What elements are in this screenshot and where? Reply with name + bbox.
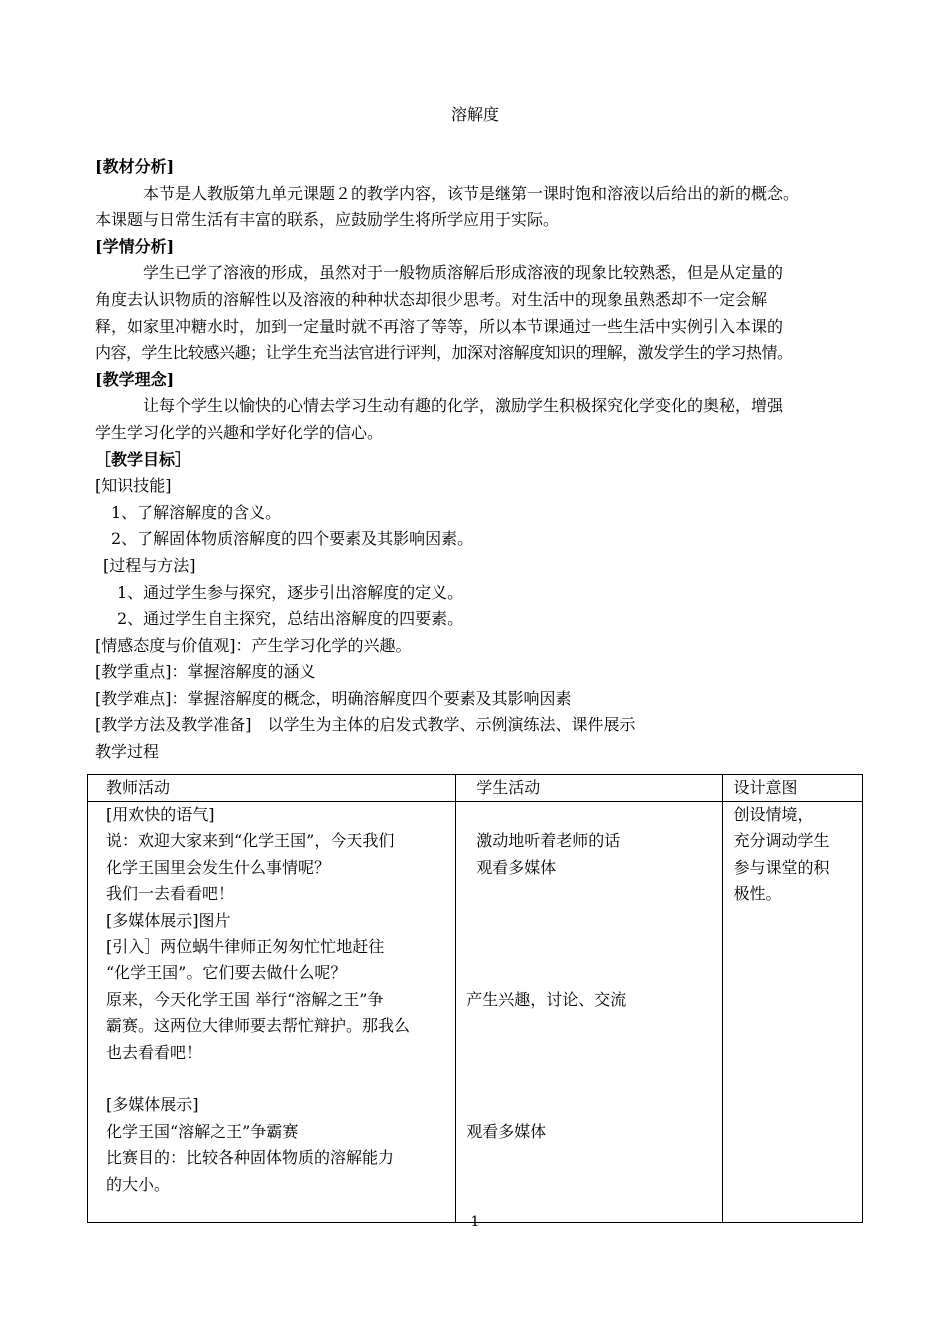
header-student-label: 学生活动 <box>476 778 541 797</box>
student-spacer-9 <box>466 1092 714 1118</box>
teacher-line-3: 化学王国里会发生什么事情呢？ <box>106 857 331 877</box>
student-spacer-1 <box>466 802 714 828</box>
student-spacer-5 <box>466 960 714 986</box>
student-spacer-3 <box>466 908 714 934</box>
header-design-label: 设计意图 <box>733 778 798 797</box>
teacher-line-2: 说：欢迎大家来到“化学王国”，今天我们 <box>106 831 395 851</box>
student-spacer-8 <box>466 1066 714 1092</box>
table-row <box>88 802 863 1223</box>
student-spacer-7 <box>466 1040 714 1066</box>
knowledge-item-2: 2、了解固体物质溶解度的四个要素及其影响因素。 <box>111 529 474 549</box>
design-intent-cell <box>723 802 863 1223</box>
material-analysis-line-1: 本节是人教版第九单元课题２的教学内容，该节是继第一课时饱和溶液以后给出的新的概念。 <box>143 183 800 203</box>
teaching-idea-heading: [教学理念] <box>95 369 175 389</box>
student-analysis-line-3: 释，如家里冲糖水时，加到一定量时就不再溶了等等，所以本节课通过一些生活中实例引入本课的 <box>95 316 784 336</box>
student-analysis-line-1: 学生已学了溶液的形成，虽然对于一般物质溶解后形成溶液的现象比较熟悉，但是从定量的 <box>143 263 784 283</box>
material-analysis-heading: [教材分析] <box>95 157 175 176</box>
teaching-difficulty: [教学难点]：掌握溶解度的概念，明确溶解度四个要素及其影响因素 <box>95 688 572 708</box>
header-teacher-label: 教师活动 <box>106 778 171 797</box>
student-activity-3: 产生兴趣，讨论、交流 <box>466 989 627 1009</box>
teacher-line-12: [多媒体展示] <box>106 1095 199 1115</box>
teaching-method: [教学方法及教学准备] 以学生为主体的启发式教学、示例演练法、课件展示 <box>95 715 636 735</box>
teacher-line-9: 霸赛。这两位大律师要去帮忙辩护。那我么 <box>106 1016 411 1036</box>
knowledge-skill-heading: [知识技能] <box>95 476 172 496</box>
teacher-line-13: 化学王国“溶解之王”争霸赛 <box>106 1121 299 1141</box>
teacher-line-7: “化学王国”。它们要去做什么呢？ <box>106 963 347 983</box>
page-title: 溶解度 <box>450 105 499 124</box>
header-teacher-activity <box>88 775 456 802</box>
teacher-blank-line <box>106 1066 447 1092</box>
document-body <box>95 154 865 766</box>
design-line-4: 极性。 <box>733 884 782 904</box>
student-spacer-6 <box>466 1013 714 1039</box>
design-line-1: 创设情境， <box>733 805 814 824</box>
header-design-intent <box>723 775 863 802</box>
student-analysis-line-4: 内容，学生比较感兴趣；让学生充当法官进行评判，加深对溶解度知识的理解，激发学生的学习热情。 <box>95 343 793 363</box>
teacher-line-4: 我们一去看看吧！ <box>106 884 235 904</box>
teaching-idea-line-1: 让每个学生以愉快的心情去学习生动有趣的化学，激励学生积极探究化学变化的奥秘，增强 <box>143 396 784 416</box>
teaching-process-title: 教学过程 <box>95 742 160 762</box>
header-student-activity <box>456 775 723 802</box>
page-number: 1 <box>470 1214 480 1230</box>
student-analysis-line-2: 角度去认识物质的溶解性以及溶液的种种状态却很少思考。对生活中的现象虽熟悉却不一定会解 <box>95 289 768 309</box>
teaching-goal-heading: ［教学目标］ <box>95 449 192 469</box>
teacher-line-1: [用欢快的语气] <box>106 805 215 824</box>
process-item-1: 1、通过学生参与探究，逐步引出溶解度的定义。 <box>117 582 464 602</box>
teacher-line-10: 也去看看吧！ <box>106 1042 203 1062</box>
design-line-3: 参与课堂的积 <box>733 857 830 877</box>
student-analysis-heading: [学情分析] <box>95 236 175 256</box>
teaching-process-table <box>87 774 863 1223</box>
teacher-line-15: 的大小。 <box>106 1174 171 1194</box>
student-activity-2: 观看多媒体 <box>476 857 557 877</box>
teacher-line-5: [多媒体展示]图片 <box>106 910 231 930</box>
material-analysis-line-2: 本课题与日常生活有丰富的联系，应鼓励学生将所学应用于实际。 <box>95 210 560 230</box>
student-spacer-2 <box>466 881 714 907</box>
student-spacer-4 <box>466 934 714 960</box>
student-activity-4: 观看多媒体 <box>466 1121 547 1141</box>
knowledge-item-1: 1、了解溶解度的含义。 <box>111 502 282 522</box>
teacher-activity-cell <box>88 802 456 1223</box>
design-line-2: 充分调动学生 <box>733 831 830 851</box>
table-header-row <box>88 775 863 802</box>
student-activity-cell <box>456 802 723 1223</box>
emotion-attitude: [情感态度与价值观]：产生学习化学的兴趣。 <box>95 635 412 655</box>
teacher-line-6: [引入］两位蜗牛律师正匆匆忙忙地赶往 <box>106 937 385 957</box>
process-item-2: 2、通过学生自主探究，总结出溶解度的四要素。 <box>117 609 464 629</box>
teaching-key-point: [教学重点]：掌握溶解度的涵义 <box>95 662 316 682</box>
teaching-idea-line-2: 学生学习化学的兴趣和学好化学的信心。 <box>95 422 384 442</box>
teacher-line-8: 原来，今天化学王国 举行“溶解之王”争 <box>106 989 384 1009</box>
process-method-heading: [过程与方法] <box>103 555 196 575</box>
student-activity-1: 激动地听着老师的话 <box>476 831 621 851</box>
teacher-line-14: 比赛目的：比较各种固体物质的溶解能力 <box>106 1148 395 1168</box>
